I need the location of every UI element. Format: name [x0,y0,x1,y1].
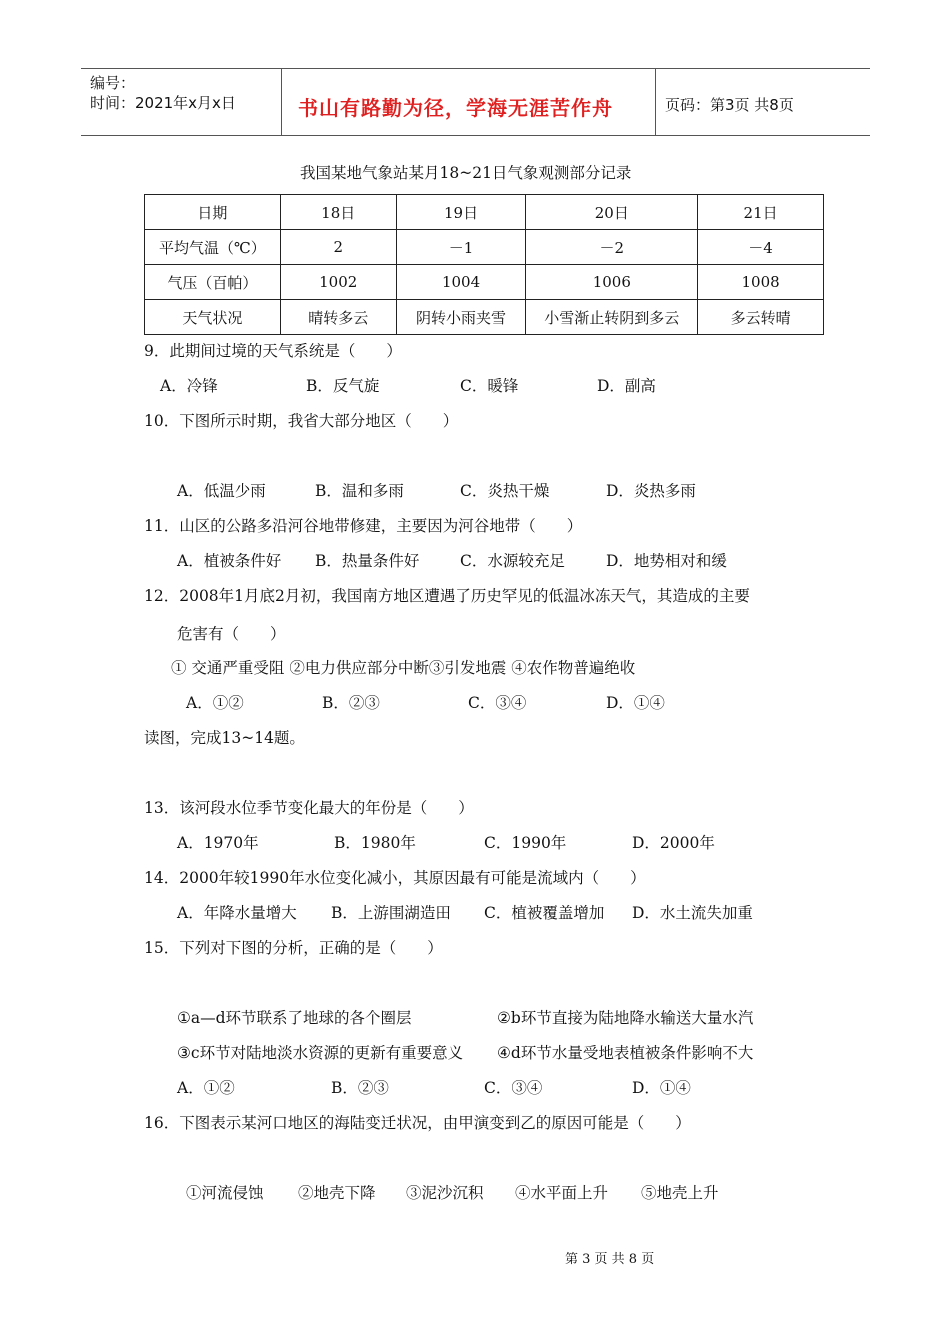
header-page-info: 页码：第3页 共8页 [665,96,794,114]
table-row [145,300,824,335]
question-16-item-3: ③泥沙沉积 [406,1184,484,1202]
question-12-option-b: B．②③ [322,694,380,712]
question-12-stem-line1: 12．2008年1月底2月初，我国南方地区遭遇了历史罕见的低温冰冻天气，其造成的主要 [144,587,750,605]
question-10-stem: 10．下图所示时期，我省大部分地区（ ） [144,412,459,430]
table-cell: 天气状况 [145,300,281,335]
question-11-option-c: C．水源较充足 [460,552,565,570]
header-divider-left [281,68,282,136]
question-9-option-b: B．反气旋 [306,377,380,395]
table-cell: 晴转多云 [280,300,396,335]
table-row [145,230,824,265]
question-15-option-d: D．①④ [632,1079,691,1097]
question-15-stem: 15．下列对下图的分析，正确的是（ ） [144,939,443,957]
question-11-option-b: B．热量条件好 [315,552,420,570]
question-15-item-4: ④d环节水量受地表植被条件影响不大 [497,1044,754,1062]
table-cell: 平均气温（℃） [145,230,281,265]
question-9-option-a: A．冷锋 [160,377,218,395]
table-cell: 气压（百帕） [145,265,281,300]
header-time-label: 时间：2021年x月x日 [90,94,236,112]
header-divider-right [655,68,656,136]
question-9-stem: 9．此期间过境的天气系统是（ ） [144,342,402,360]
table-header-cell: 日期 [145,195,281,230]
read-figure-instruction: 读图，完成13~14题。 [144,729,305,747]
table-row [145,265,824,300]
question-13-option-c: C．1990年 [484,834,567,852]
question-15-item-1: ①a—d环节联系了地球的各个圈层 [177,1009,412,1027]
question-12-option-a: A．①② [186,694,244,712]
table-cell: 1008 [698,265,824,300]
question-13-option-d: D．2000年 [632,834,715,852]
table-header-cell: 21日 [698,195,824,230]
question-13-stem: 13．该河段水位季节变化最大的年份是（ ） [144,799,474,817]
header-top-rule [81,68,870,69]
table-caption: 我国某地气象站某月18~21日气象观测部分记录 [300,164,632,182]
table-cell: 2 [280,230,396,265]
header-number-label: 编号： [90,74,136,92]
question-10-option-d: D．炎热多雨 [606,482,696,500]
question-15-option-c: C．③④ [484,1079,543,1097]
question-16-item-2: ②地壳下降 [298,1184,376,1202]
question-15-item-3: ③c环节对陆地淡水资源的更新有重要意义 [177,1044,464,1062]
table-cell: －4 [698,230,824,265]
question-13-option-a: A．1970年 [177,834,259,852]
question-15-item-2: ②b环节直接为陆地降水输送大量水汽 [497,1009,754,1027]
question-12-option-c: C．③④ [468,694,527,712]
header-motto: 书山有路勤为径，学海无涯苦作舟 [298,96,613,120]
question-11-option-a: A．植被条件好 [177,552,282,570]
table-cell: 阴转小雨夹雪 [396,300,526,335]
table-header-cell: 18日 [280,195,396,230]
question-14-option-c: C．植被覆盖增加 [484,904,605,922]
header-bottom-rule [81,135,870,136]
table-cell: 1002 [280,265,396,300]
question-14-option-b: B．上游围湖造田 [331,904,451,922]
question-10-option-a: A．低温少雨 [177,482,266,500]
table-cell: －1 [396,230,526,265]
question-13-option-b: B．1980年 [334,834,416,852]
question-12-option-d: D．①④ [606,694,665,712]
question-16-item-5: ⑤地壳上升 [641,1184,719,1202]
table-cell: 1004 [396,265,526,300]
question-9-option-c: C．暖锋 [460,377,519,395]
table-cell: 小雪渐止转阴到多云 [526,300,698,335]
question-14-stem: 14．2000年较1990年水位变化减小，其原因最有可能是流域内（ ） [144,869,646,887]
question-11-option-d: D．地势相对和缓 [606,552,727,570]
question-12-stem-line2: 危害有（ ） [177,625,286,643]
weather-observation-table [144,194,824,335]
question-11-stem: 11．山区的公路多沿河谷地带修建，主要因为河谷地带（ ） [144,517,583,535]
question-16-item-1: ①河流侵蚀 [186,1184,264,1202]
table-header-cell: 20日 [526,195,698,230]
question-16-item-4: ④水平面上升 [515,1184,609,1202]
table-header-row [145,195,824,230]
table-cell: 多云转晴 [698,300,824,335]
question-10-option-b: B．温和多雨 [315,482,404,500]
question-10-option-c: C．炎热干燥 [460,482,550,500]
page-footer: 第 3 页 共 8 页 [565,1252,655,1267]
question-16-stem: 16．下图表示某河口地区的海陆变迁状况，由甲演变到乙的原因可能是（ ） [144,1114,691,1132]
question-15-option-b: B．②③ [331,1079,389,1097]
table-cell: －2 [526,230,698,265]
table-header-cell: 19日 [396,195,526,230]
question-12-items: ① 交通严重受阻 ②电力供应部分中断③引发地震 ④农作物普遍绝收 [171,659,636,677]
question-15-option-a: A．①② [177,1079,235,1097]
table-cell: 1006 [526,265,698,300]
question-9-option-d: D．副高 [597,377,656,395]
question-14-option-a: A．年降水量增大 [177,904,297,922]
question-14-option-d: D．水土流失加重 [632,904,753,922]
